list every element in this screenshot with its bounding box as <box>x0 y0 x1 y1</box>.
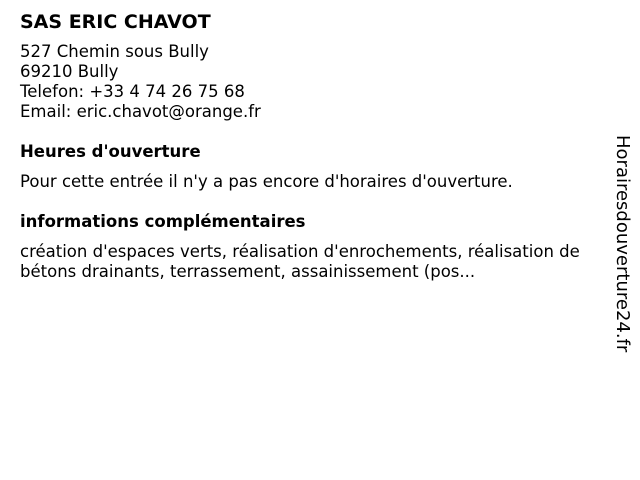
additional-info-heading: informations complémentaires <box>20 212 306 231</box>
business-card <box>20 10 590 282</box>
opening-hours-text: Pour cette entrée il n'y a pas encore d'horaires d'ouverture. <box>20 172 513 191</box>
opening-hours-heading: Heures d'ouverture <box>20 142 201 161</box>
site-watermark: Horairesdouverture24.fr <box>612 135 633 353</box>
additional-info-text: création d'espaces verts, réalisation d'enrochements, réalisation de bétons drainants, terrassement, assainissement (pos... <box>20 242 580 281</box>
phone-line[interactable]: Telefon: +33 4 74 26 75 68 <box>20 82 245 101</box>
business-name: SAS ERIC CHAVOT <box>20 11 211 33</box>
address-street: 527 Chemin sous Bully <box>20 42 209 61</box>
email-line[interactable]: Email: eric.chavot@orange.fr <box>20 102 261 121</box>
address-city: 69210 Bully <box>20 62 119 81</box>
